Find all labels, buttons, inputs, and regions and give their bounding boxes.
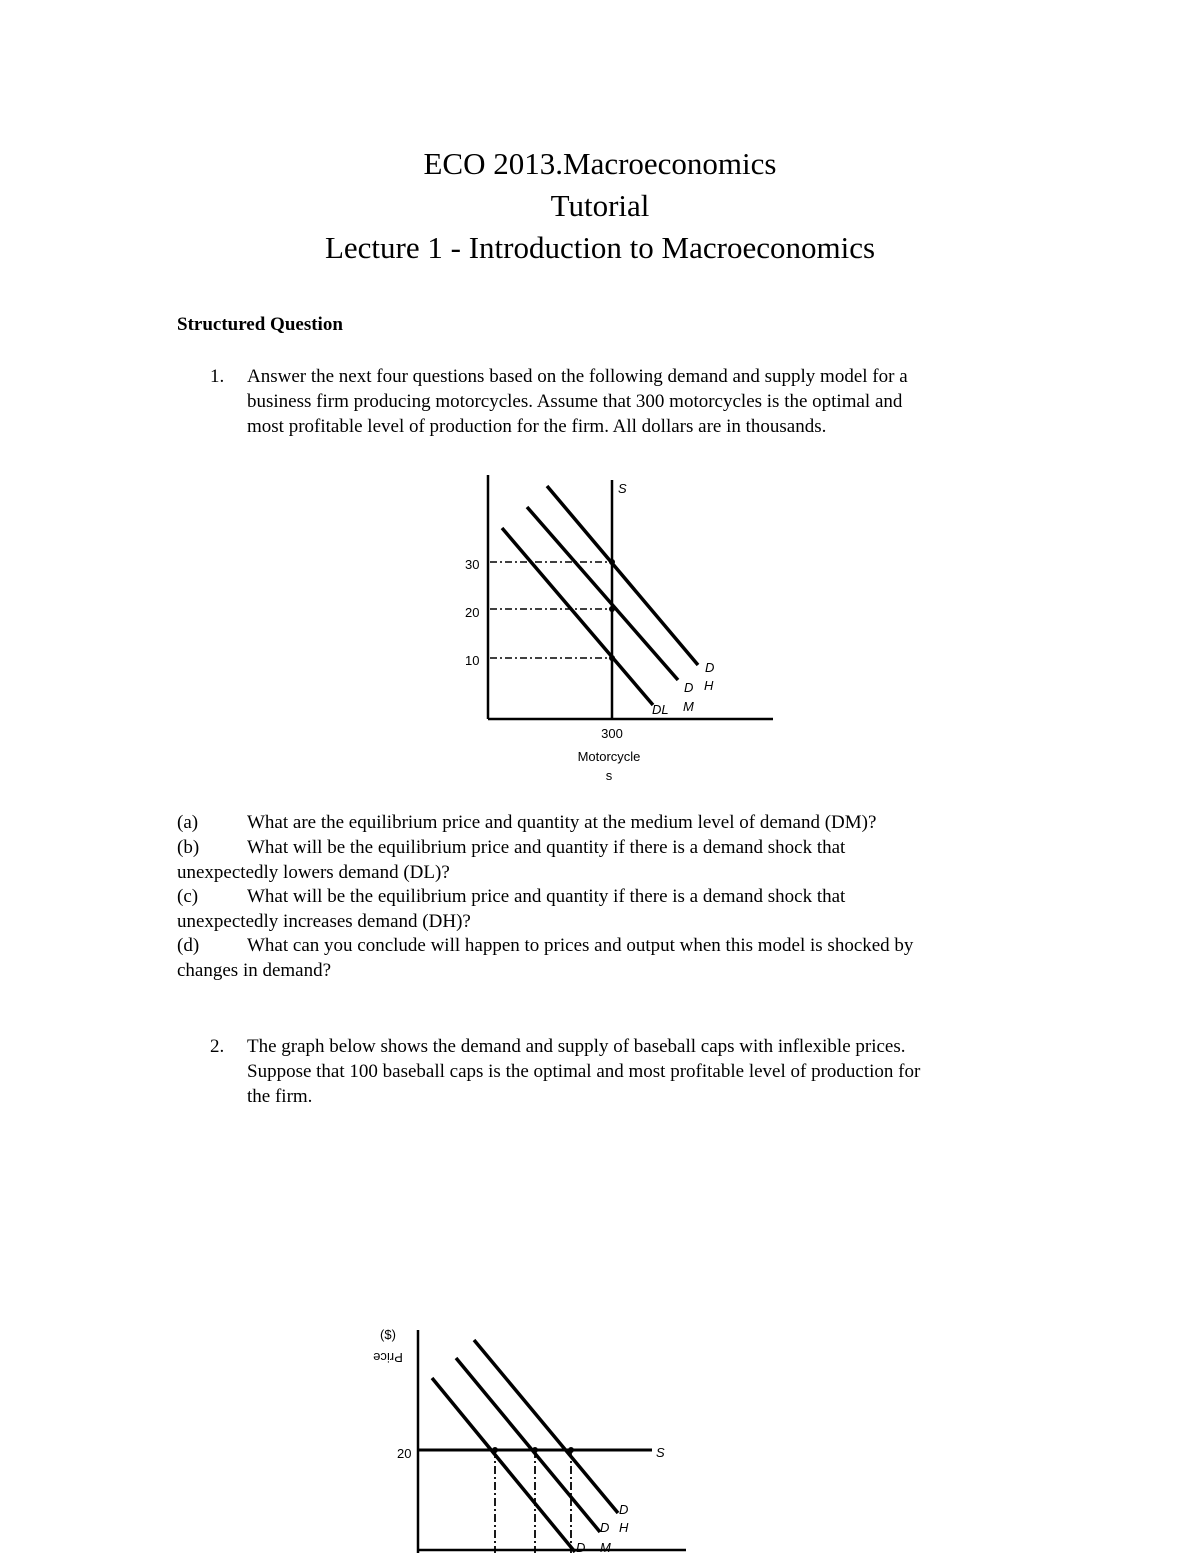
part-text: What will be the equilibrium price and quantity if there is a demand shock that bbox=[247, 886, 846, 907]
x-axis-label-cont: s bbox=[605, 768, 613, 783]
document-title bbox=[0, 143, 1200, 269]
section-heading: Structured Question bbox=[177, 314, 343, 335]
question-line: business firm producing motorcycles. Assume that 300 motorcycles is the optimal and bbox=[247, 391, 903, 412]
question-2-text bbox=[247, 1034, 1047, 1109]
tutorial-title: Tutorial bbox=[550, 188, 650, 223]
part-label: (a) bbox=[177, 812, 199, 833]
equilibrium-point-dm bbox=[609, 606, 615, 612]
part-label: (c) bbox=[177, 886, 199, 907]
question-line: The graph below shows the demand and supply of baseball caps with inflexible prices. bbox=[247, 1036, 906, 1057]
demand-label-dm: D bbox=[684, 680, 694, 695]
question-1c bbox=[177, 884, 1037, 934]
equilibrium-point bbox=[532, 1447, 538, 1453]
supply-label: S bbox=[656, 1445, 665, 1460]
demand-label-medium-sub: M bbox=[600, 1540, 611, 1553]
demand-label-dm-sub: M bbox=[683, 699, 694, 714]
question-number: 1. bbox=[210, 366, 225, 387]
equilibrium-point bbox=[492, 1447, 498, 1453]
chart-motorcycle-market bbox=[440, 470, 800, 790]
part-text: What can you conclude will happen to prices and output when this model is shocked by bbox=[247, 935, 914, 956]
question-1-text bbox=[247, 364, 1047, 439]
demand-label-dh-sub: H bbox=[704, 678, 714, 693]
part-text-cont: unexpectedly increases demand (DH)? bbox=[177, 911, 471, 932]
y-tick-label: 30 bbox=[465, 557, 480, 572]
demand-curve-dm bbox=[527, 507, 678, 680]
part-text-cont: unexpectedly lowers demand (DL)? bbox=[177, 862, 450, 883]
demand-label-high-sub: H bbox=[619, 1520, 629, 1535]
demand-label-low: D bbox=[576, 1540, 586, 1553]
question-1a bbox=[177, 810, 1037, 835]
equilibrium-point-dh bbox=[609, 559, 615, 565]
chart-baseball-caps-market bbox=[360, 1320, 700, 1553]
demand-label-dh: D bbox=[705, 660, 715, 675]
x-tick-label: 300 bbox=[601, 726, 623, 741]
part-text-cont: changes in demand? bbox=[177, 960, 332, 981]
demand-curve-dl bbox=[502, 528, 653, 705]
equilibrium-point-dl bbox=[609, 655, 615, 661]
demand-label-dl: DL bbox=[652, 702, 669, 717]
question-1d bbox=[177, 933, 1037, 983]
demand-label-medium: D bbox=[600, 1520, 610, 1535]
demand-curve-low bbox=[432, 1378, 575, 1552]
part-text: What are the equilibrium price and quantity at the medium level of demand (DM)? bbox=[247, 812, 877, 833]
question-line: Answer the next four questions based on the following demand and supply model for a bbox=[247, 366, 908, 387]
part-label: (b) bbox=[177, 837, 200, 858]
y-tick-label: 20 bbox=[465, 605, 480, 620]
question-line: most profitable level of production for the firm. All dollars are in thousands. bbox=[247, 416, 827, 437]
question-line: Suppose that 100 baseball caps is the optimal and most profitable level of production for bbox=[247, 1061, 921, 1082]
demand-label-high: D bbox=[619, 1502, 629, 1517]
y-axis-label: Price bbox=[373, 1350, 403, 1365]
y-axis-label-units: ($) bbox=[380, 1327, 396, 1342]
y-tick-label: 20 bbox=[397, 1446, 412, 1461]
demand-curve-dh bbox=[547, 486, 698, 665]
supply-label: S bbox=[618, 481, 627, 496]
part-text: What will be the equilibrium price and quantity if there is a demand shock that bbox=[247, 837, 846, 858]
equilibrium-point bbox=[568, 1447, 574, 1453]
x-axis-label: Motorcycle bbox=[577, 749, 641, 764]
lecture-title: Lecture 1 - Introduction to Macroeconomics bbox=[324, 230, 876, 265]
course-title: ECO 2013.Macroeconomics bbox=[423, 146, 777, 181]
question-line: the firm. bbox=[247, 1086, 313, 1107]
demand-curve-medium bbox=[456, 1358, 600, 1532]
question-number: 2. bbox=[210, 1036, 225, 1057]
y-tick-label: 10 bbox=[465, 653, 480, 668]
part-label: (d) bbox=[177, 935, 200, 956]
question-1b bbox=[177, 835, 1037, 885]
